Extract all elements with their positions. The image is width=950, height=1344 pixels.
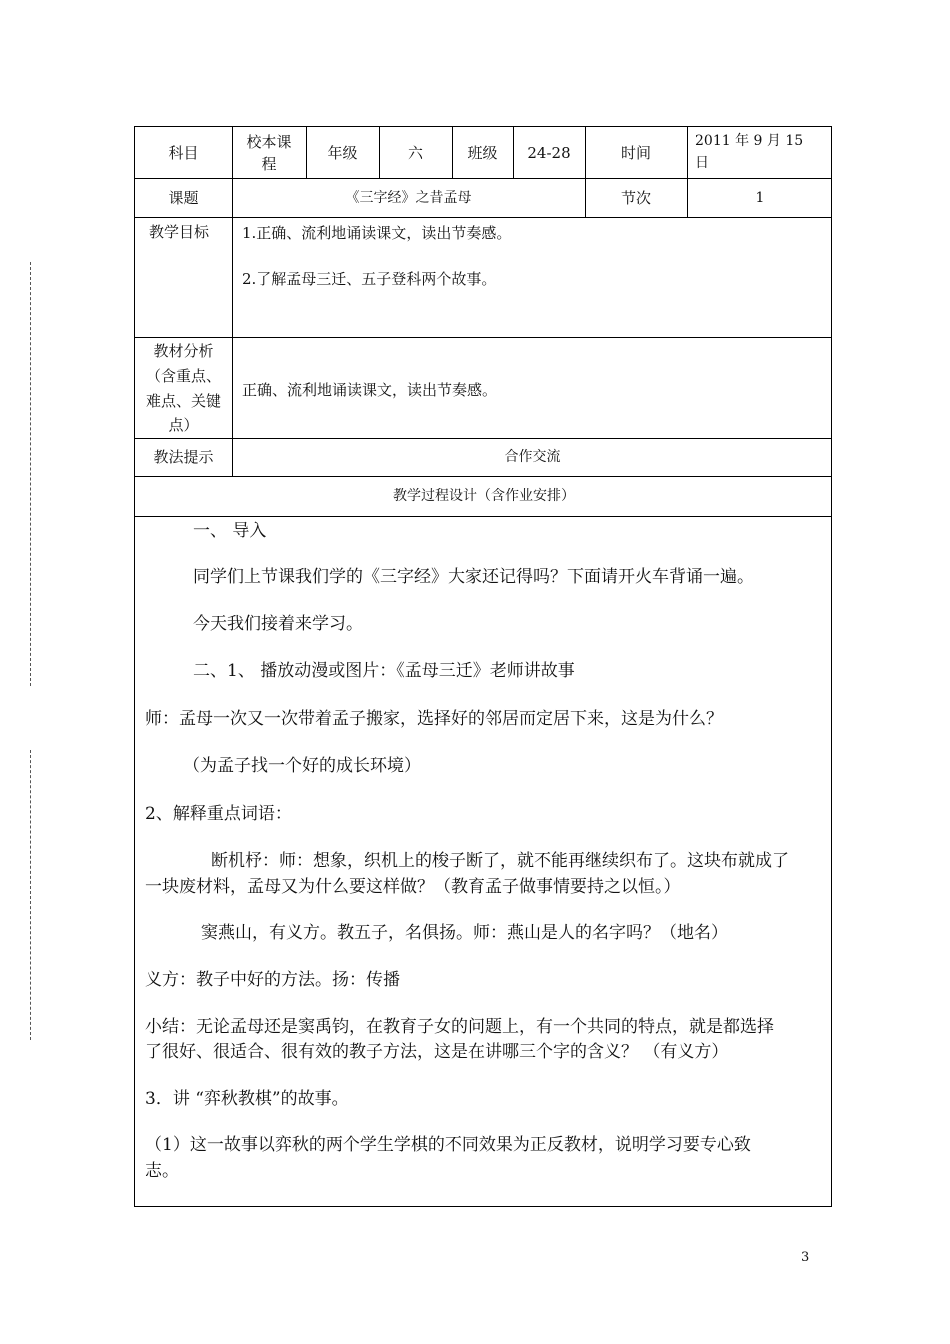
process-line: （1）这一故事以弈秋的两个学生学棋的不同效果为正反教材，说明学习要专心致 (145, 1135, 751, 1155)
session-label: 节次 (620, 188, 651, 207)
method-value: 合作交流 (504, 449, 561, 465)
process-line: 3．讲 “弈秋教棋”的故事。 (145, 1089, 349, 1109)
margin-dash-line (30, 262, 31, 686)
time-value-cont: 日 (695, 155, 709, 171)
process-line: 了很好、很适合、很有效的教子方法，这是在讲哪三个字的含义？ （有义方） (145, 1042, 729, 1062)
process-title: 教学过程设计（含作业安排） (393, 488, 575, 504)
process-line: （为孟子找一个好的成长环境） (183, 756, 421, 776)
goals-label: 教学目标 (149, 223, 210, 241)
process-line: 小结：无论孟母还是窦禹钧，在教育子女的问题上，有一个共同的特点，就是都选择 (145, 1017, 774, 1037)
process-line: 同学们上节课我们学的《三字经》大家还记得吗？下面请开火车背诵一遍。 (193, 567, 754, 587)
topic-label: 课题 (168, 188, 199, 207)
process-line: 二、1、 播放动漫或图片：《孟母三迁》老师讲故事 (193, 661, 575, 681)
session-value: 1 (755, 189, 765, 206)
class-value: 24-28 (527, 143, 571, 162)
analysis-label: （含重点、 (145, 367, 221, 385)
margin-dash-line (30, 750, 31, 1040)
method-label: 教法提示 (153, 448, 214, 466)
process-line: 义方：教子中好的方法。扬：传播 (145, 970, 400, 990)
time-label: 时间 (620, 143, 651, 162)
process-line: 断机杼：师：想象，织机上的梭子断了，就不能再继续织布了。这块布就成了 (211, 851, 789, 871)
row-divider (135, 337, 831, 338)
grade-label: 年级 (327, 143, 358, 162)
grade-value: 六 (407, 143, 423, 162)
page-number: 3 (801, 1250, 810, 1265)
row-divider (135, 516, 831, 517)
analysis-label: 难点、关键 (145, 392, 221, 410)
class-label: 班级 (467, 143, 498, 162)
topic-value: 《三字经》之昔孟母 (345, 189, 472, 206)
process-line: 志。 (145, 1161, 179, 1181)
time-value: 2011 年 9 月 15 (695, 133, 804, 149)
process-line: 窦燕山，有义方。教五子，名俱扬。师：燕山是人的名字吗？（地名） (201, 923, 728, 943)
subject-value: 校本课程 (246, 132, 292, 173)
lesson-plan-table (134, 126, 832, 1207)
process-line: 2、解释重点词语： (145, 804, 292, 824)
analysis-value: 正确、流利地诵读课文，读出节奏感。 (242, 381, 498, 399)
analysis-label: 点） (168, 416, 199, 434)
subject-label: 科目 (168, 143, 199, 162)
process-line: 师：孟母一次又一次带着孟子搬家，选择好的邻居而定居下来，这是为什么？ (145, 709, 723, 729)
goal-item: 1.正确、流利地诵读课文，读出节奏感。 (242, 224, 512, 242)
row-divider (135, 217, 831, 218)
analysis-label: 教材分析 (153, 342, 214, 360)
process-line: 今天我们接着来学习。 (193, 614, 363, 634)
process-line: 一、 导入 (193, 521, 267, 541)
process-line: 一块废材料，孟母又为什么要这样做？（教育孟子做事情要持之以恒。） (145, 877, 681, 897)
goal-item: 2.了解孟母三迁、五子登科两个故事。 (242, 270, 497, 288)
